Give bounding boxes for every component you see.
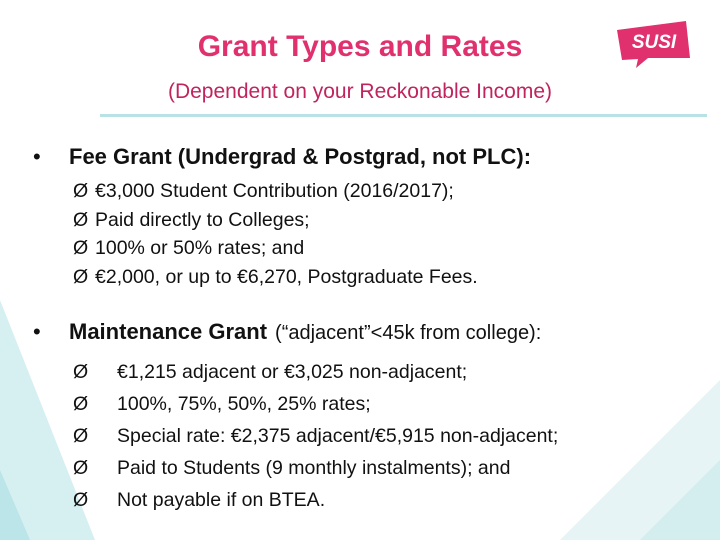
maintenance-grant-qualifier: (“adjacent”<45k from college): (275, 322, 542, 344)
list-item: Ø Special rate: €2,375 adjacent/€5,915 non-adjacent; (73, 425, 559, 447)
list-item: Ø Not payable if on BTEA. (73, 489, 326, 511)
list-item: Ø 100% or 50% rates; and (73, 237, 305, 259)
arrow-bullet-icon: Ø (73, 425, 89, 447)
list-item: Ø Paid directly to Colleges; (73, 208, 310, 231)
arrow-bullet-icon: Ø (73, 393, 89, 415)
susi-logo (614, 18, 692, 70)
arrow-bullet-icon: Ø (73, 361, 89, 383)
arrow-bullet-icon: Ø (73, 237, 89, 259)
list-item: Ø Paid to Students (9 monthly instalments); and (73, 457, 511, 479)
list-item: Ø €3,000 Student Contribution (2016/2017); (73, 180, 454, 202)
list-item: Ø €2,000, or up to €6,270, Postgraduate Fees. (73, 265, 478, 288)
fee-grant-title: Fee Grant (Undergrad & Postgrad, not PLC): (69, 144, 532, 169)
arrow-bullet-icon: Ø (73, 489, 89, 511)
slide-subtitle: (Dependent on your Reckonable Income) (167, 80, 553, 103)
maintenance-grant-title: Maintenance Grant (69, 319, 268, 344)
bullet-dot: • (33, 319, 41, 344)
fee-grant-heading (33, 144, 531, 170)
arrow-bullet-icon: Ø (73, 180, 89, 202)
arrow-bullet-icon: Ø (73, 457, 89, 479)
list-item: Ø €1,215 adjacent or €3,025 non-adjacent; (73, 361, 468, 383)
fee-grant-list (73, 180, 478, 294)
title-divider (100, 114, 707, 117)
maintenance-grant-heading (33, 319, 541, 345)
bullet-dot: • (33, 144, 41, 169)
arrow-bullet-icon: Ø (73, 208, 89, 231)
list-item: Ø 100%, 75%, 50%, 25% rates; (73, 393, 371, 415)
arrow-bullet-icon: Ø (73, 265, 89, 288)
maintenance-grant-list (73, 361, 558, 521)
logo-text: SUSI (631, 32, 677, 53)
slide-title: Grant Types and Rates (197, 30, 523, 63)
